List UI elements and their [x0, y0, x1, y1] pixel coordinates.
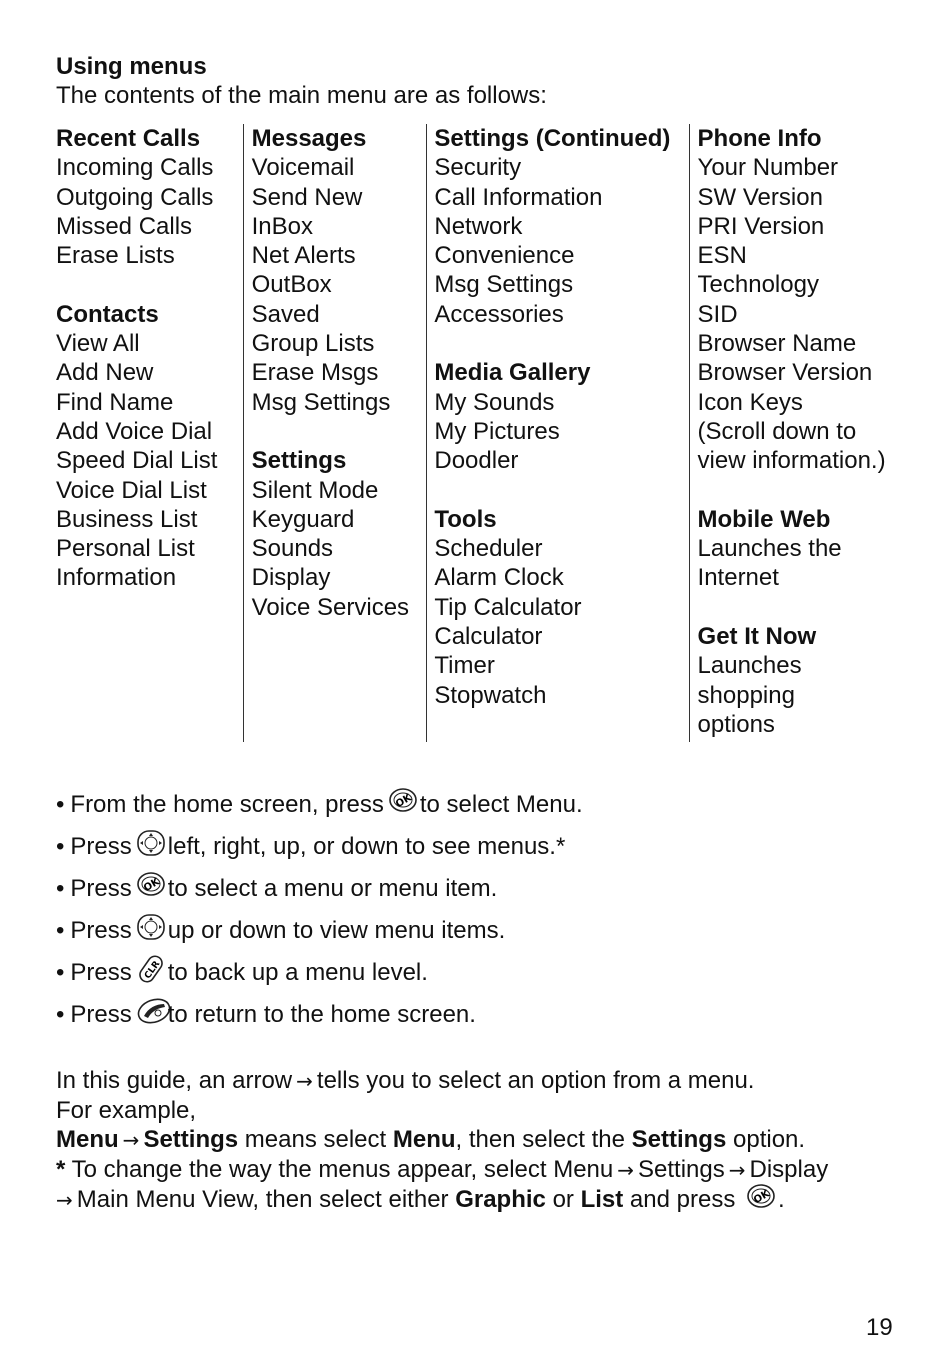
menu-item: SW Version: [697, 183, 823, 211]
manual-page: [56, 52, 906, 1215]
note-text: means select: [238, 1126, 393, 1153]
menu-item: options: [697, 710, 775, 738]
arrow-icon: →: [296, 1069, 313, 1093]
instruction-item: [56, 952, 906, 994]
menu-item: Accessories: [434, 300, 564, 328]
menu-item: InBox: [251, 212, 314, 240]
instruction-list: [56, 784, 906, 1036]
instruction-text: Press: [70, 1001, 132, 1028]
svg-text:OK: OK: [751, 1188, 772, 1206]
menu-item: Tip Calculator: [434, 593, 582, 621]
menu-group-title: Media Gallery: [434, 359, 591, 387]
menu-item: Net Alerts: [251, 242, 356, 270]
note-text: option.: [726, 1126, 806, 1153]
section-heading: Using menus: [56, 53, 207, 80]
nav-key-icon: [136, 828, 166, 858]
ok-key-icon: [746, 1182, 776, 1212]
menu-item: (Scroll down to: [697, 417, 857, 445]
menu-item: Business List: [56, 505, 198, 533]
spacer: [698, 593, 906, 622]
menu-item: Timer: [434, 652, 495, 680]
instruction-text: Press: [70, 917, 132, 944]
menu-item: Speed Dial List: [56, 447, 218, 475]
menu-item: Voice Dial List: [56, 476, 207, 504]
arrow-icon: →: [728, 1158, 746, 1182]
menu-item: Browser Name: [697, 330, 857, 358]
instruction-text: to select a menu or menu item.: [167, 875, 498, 902]
menu-item: Msg Settings: [251, 388, 391, 416]
menu-item: Keyguard: [251, 505, 355, 533]
note-text: tells you to select an option from a menu.: [316, 1067, 755, 1094]
settings-term: Settings: [143, 1126, 239, 1153]
instruction-text: Press: [70, 833, 132, 860]
menu-item: Sounds: [251, 535, 334, 563]
menu-item: Msg Settings: [434, 271, 574, 299]
main-menu-table: [56, 124, 906, 742]
menu-group-title: Contacts: [56, 300, 159, 328]
menu-item: Erase Lists: [56, 242, 175, 270]
instruction-text: to return to the home screen.: [167, 1001, 476, 1028]
menu-item: View All: [56, 330, 140, 358]
svg-text:OK: OK: [141, 876, 162, 895]
menu-item: Saved: [251, 300, 320, 328]
menu-group-title: Phone Info: [697, 125, 822, 152]
instruction-text: left, right, up, or down to see menus.*: [167, 833, 566, 860]
ok-key-icon: [388, 786, 418, 816]
guide-notes: [56, 1066, 906, 1215]
menu-term: Menu: [392, 1126, 456, 1153]
instruction-text: to back up a menu level.: [167, 959, 428, 986]
menu-group-title: Get It Now: [697, 623, 817, 651]
note-line: For example,: [56, 1097, 197, 1124]
menu-item: My Pictures: [434, 417, 560, 445]
menu-column-4: [689, 124, 906, 742]
menu-item: Silent Mode: [251, 476, 379, 504]
menu-column-1: [56, 124, 243, 742]
svg-text:OK: OK: [393, 792, 414, 811]
menu-item: Technology: [697, 271, 819, 299]
note-line: [56, 1185, 906, 1215]
note-text: Display: [749, 1156, 829, 1183]
menu-item: shopping: [697, 681, 795, 709]
spacer: [434, 329, 688, 358]
bullet-char: •: [56, 959, 65, 986]
menu-item: SID: [697, 300, 738, 328]
note-text: In this guide, an arrow: [56, 1067, 293, 1094]
note-text: or: [545, 1186, 581, 1213]
instruction-text: Press: [70, 875, 132, 902]
menu-item: Missed Calls: [56, 212, 193, 240]
menu-item: Call Information: [434, 183, 603, 211]
bullet-char: •: [56, 875, 65, 902]
spacer: [252, 417, 427, 446]
menu-item: Convenience: [434, 242, 575, 270]
note-line: [56, 1125, 906, 1155]
instruction-item: [56, 868, 906, 910]
menu-item: Security: [434, 154, 522, 182]
list-term: List: [580, 1186, 624, 1213]
arrow-icon: →: [617, 1158, 635, 1182]
note-text: , then select the: [455, 1126, 632, 1153]
menu-item: Voice Services: [251, 593, 410, 621]
menu-item: Voicemail: [251, 154, 355, 182]
note-line: [56, 1066, 906, 1096]
menu-item: Incoming Calls: [56, 154, 214, 182]
instruction-item: [56, 784, 906, 826]
ok-key-icon: [136, 870, 166, 900]
menu-item: Add New: [56, 359, 154, 387]
menu-item: view information.): [697, 447, 886, 475]
instruction-item: [56, 994, 906, 1036]
menu-group-title: Tools: [434, 505, 497, 533]
end-key-icon: [136, 996, 166, 1026]
menu-item: Launches: [697, 652, 802, 680]
instruction-item: [56, 826, 906, 868]
menu-group-title: Recent Calls: [56, 125, 201, 152]
page-number: 19: [866, 1314, 893, 1341]
note-text: To change the way the menus appear, select Menu: [65, 1156, 614, 1183]
bullet-char: •: [56, 833, 65, 860]
menu-item: Scheduler: [434, 535, 543, 563]
menu-item: Display: [251, 564, 331, 592]
note-text: Settings: [638, 1156, 725, 1183]
nav-key-icon: [136, 912, 166, 942]
footnote-star: *: [56, 1156, 66, 1183]
menu-item: Your Number: [697, 154, 839, 182]
menu-item: Stopwatch: [434, 681, 547, 709]
settings-term: Settings: [631, 1126, 727, 1153]
bullet-char: •: [56, 917, 65, 944]
menu-column-3: [426, 124, 688, 742]
menu-item: Launches the: [697, 535, 842, 563]
bullet-char: •: [56, 791, 65, 818]
menu-item: Doodler: [434, 447, 519, 475]
note-text: and press: [623, 1186, 736, 1213]
note-text: .: [778, 1186, 785, 1213]
menu-group-title: Messages: [251, 125, 367, 152]
graphic-term: Graphic: [455, 1186, 546, 1213]
menu-item: Group Lists: [251, 330, 375, 358]
spacer: [56, 270, 243, 299]
menu-item: OutBox: [251, 271, 332, 299]
arrow-icon: →: [122, 1128, 140, 1152]
instruction-text: From the home screen, press: [70, 791, 384, 818]
menu-item: Network: [434, 212, 523, 240]
spacer: [698, 476, 906, 505]
menu-item: Alarm Clock: [434, 564, 564, 592]
menu-item: PRI Version: [697, 212, 825, 240]
menu-item: ESN: [697, 242, 747, 270]
menu-term: Menu: [56, 1126, 119, 1153]
menu-item: Outgoing Calls: [56, 183, 214, 211]
menu-item: Add Voice Dial: [56, 417, 213, 445]
menu-item: Calculator: [434, 623, 543, 651]
intro-text: The contents of the main menu are as follows:: [56, 82, 547, 109]
menu-item: Find Name: [56, 388, 174, 416]
note-text: Main Menu View, then select either: [76, 1186, 456, 1213]
menu-item: Browser Version: [697, 359, 873, 387]
menu-item: Send New: [251, 183, 363, 211]
svg-text:CLR: CLR: [142, 959, 163, 981]
menu-item: Internet: [697, 564, 779, 592]
instruction-text: to select Menu.: [419, 791, 583, 818]
instruction-text: Press: [70, 959, 132, 986]
menu-column-2: [243, 124, 427, 742]
note-line: [56, 1155, 906, 1185]
bullet-char: •: [56, 1001, 65, 1028]
spacer: [434, 476, 688, 505]
menu-group-title: Mobile Web: [697, 505, 831, 533]
menu-item: My Sounds: [434, 388, 555, 416]
instruction-item: [56, 910, 906, 952]
arrow-icon: →: [56, 1188, 73, 1212]
clear-key-icon: [136, 954, 166, 984]
menu-item: Erase Msgs: [251, 359, 379, 387]
menu-item: Icon Keys: [697, 388, 803, 416]
instruction-text: up or down to view menu items.: [167, 917, 506, 944]
menu-group-title: Settings (Continued): [434, 125, 671, 152]
menu-item: Personal List: [56, 535, 195, 563]
menu-group-title: Settings: [251, 447, 347, 475]
menu-item: Information: [56, 564, 177, 592]
